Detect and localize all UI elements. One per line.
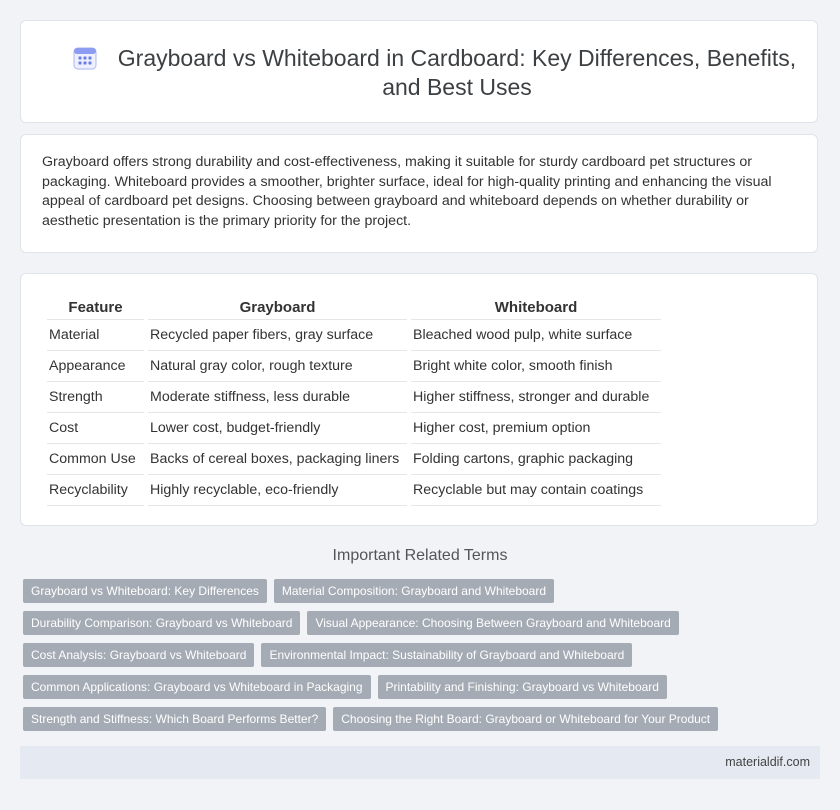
related-term-tag[interactable]: Grayboard vs Whiteboard: Key Differences xyxy=(23,579,267,603)
column-header-whiteboard: Whiteboard xyxy=(411,295,661,320)
whiteboard-cell: Higher stiffness, stronger and durable xyxy=(411,382,661,413)
related-term-tag[interactable]: Material Composition: Grayboard and Whiteboard xyxy=(274,579,554,603)
related-term-tag[interactable]: Environmental Impact: Sustainability of Grayboard and Whiteboard xyxy=(261,643,632,667)
table-row xyxy=(47,413,661,444)
feature-cell: Appearance xyxy=(47,351,144,382)
header-card xyxy=(20,20,818,123)
related-term-tag[interactable]: Common Applications: Grayboard vs Whiteboard in Packaging xyxy=(23,675,371,699)
column-header-grayboard: Grayboard xyxy=(148,295,407,320)
grayboard-cell: Backs of cereal boxes, packaging liners xyxy=(148,444,407,475)
column-header-feature: Feature xyxy=(47,295,144,320)
footer xyxy=(20,746,820,779)
whiteboard-cell: Higher cost, premium option xyxy=(411,413,661,444)
related-term-tag[interactable]: Cost Analysis: Grayboard vs Whiteboard xyxy=(23,643,254,667)
comparison-card xyxy=(20,273,818,526)
intro-card xyxy=(20,134,818,253)
page-title: Grayboard vs Whiteboard in Cardboard: Key Differences, Benefits, and Best Uses xyxy=(117,45,797,100)
whiteboard-cell: Folding cartons, graphic packaging xyxy=(411,444,661,475)
header xyxy=(71,44,797,102)
related-term-tag[interactable]: Strength and Stiffness: Which Board Performs Better? xyxy=(23,707,326,731)
footer-site-link[interactable]: materialdif.com xyxy=(725,755,810,769)
grayboard-cell: Natural gray color, rough texture xyxy=(148,351,407,382)
grayboard-cell: Lower cost, budget-friendly xyxy=(148,413,407,444)
comparison-table xyxy=(43,295,665,506)
related-terms-list xyxy=(23,579,803,731)
grayboard-cell: Recycled paper fibers, gray surface xyxy=(148,320,407,351)
feature-cell: Material xyxy=(47,320,144,351)
table-row xyxy=(47,351,661,382)
feature-cell: Recyclability xyxy=(47,475,144,506)
intro-text: Grayboard offers strong durability and cost-effectiveness, making it suitable for sturdy cardboard pet structures or packaging. Whiteboard provides a smoother, brighter surface, ideal for high-quality printing and enhancing the visual appeal of cardboard pet designs. Choosing between grayboard and whiteboard depends on whether durability or aesthetic presentation is the primary priority for the project. xyxy=(42,154,772,229)
table-row xyxy=(47,444,661,475)
whiteboard-cell: Bleached wood pulp, white surface xyxy=(411,320,661,351)
table-row xyxy=(47,320,661,351)
feature-cell: Common Use xyxy=(47,444,144,475)
feature-cell: Strength xyxy=(47,382,144,413)
grayboard-cell: Moderate stiffness, less durable xyxy=(148,382,407,413)
related-term-tag[interactable]: Visual Appearance: Choosing Between Grayboard and Whiteboard xyxy=(307,611,678,635)
related-terms-title: Important Related Terms xyxy=(332,547,508,564)
feature-cell: Cost xyxy=(47,413,144,444)
table-row xyxy=(47,382,661,413)
related-term-tag[interactable]: Printability and Finishing: Grayboard vs Whiteboard xyxy=(378,675,667,699)
whiteboard-cell: Recyclable but may contain coatings xyxy=(411,475,661,506)
table-header-row xyxy=(47,295,661,320)
related-term-tag[interactable]: Durability Comparison: Grayboard vs Whiteboard xyxy=(23,611,300,635)
calendar-grid-icon xyxy=(71,44,99,72)
whiteboard-cell: Bright white color, smooth finish xyxy=(411,351,661,382)
table-row xyxy=(47,475,661,506)
grayboard-cell: Highly recyclable, eco-friendly xyxy=(148,475,407,506)
related-term-tag[interactable]: Choosing the Right Board: Grayboard or Whiteboard for Your Product xyxy=(333,707,718,731)
